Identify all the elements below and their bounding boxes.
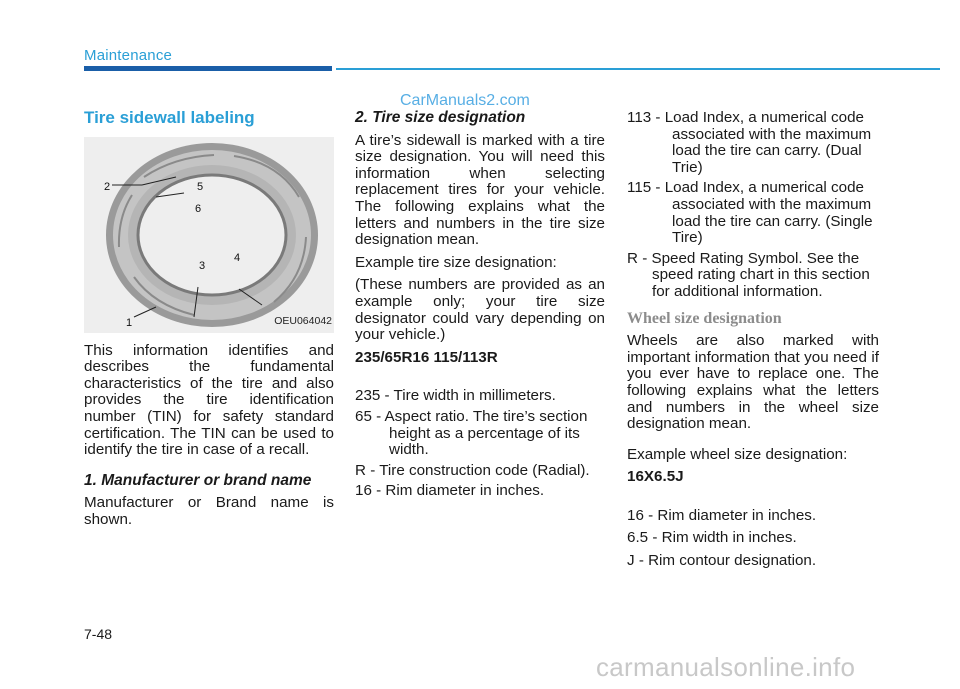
list-item: 6.5 - Rim width in inches. xyxy=(627,529,797,547)
list-item: 65 - Aspect ratio. The tire’s section height as a percentage of its width. xyxy=(355,407,588,459)
list-item: 235 - Tire width in millimeters. xyxy=(355,387,556,405)
figure-label-1: 1 xyxy=(126,316,133,329)
list-item: J - Rim contour designation. xyxy=(627,552,817,570)
tire-size-paragraph: A tire’s sidewall is marked with a tire size designation. You will need this information when selecting replacement tires for your vehicle. The following explains what the letters and numbers in the tire size designation mean. xyxy=(355,131,605,249)
example-label: Example tire size designation: xyxy=(355,253,557,271)
watermark-bottom: carmanualsonline.info xyxy=(596,652,856,682)
figure-label-3: 3 xyxy=(199,259,206,272)
wheel-example-label: Example wheel size designation: xyxy=(627,445,848,463)
tire-size-example: 235/65R16 115/113R xyxy=(355,348,498,366)
figure-code: OEU064042 xyxy=(274,315,332,327)
tire-sidewall-figure xyxy=(84,137,334,333)
wheel-paragraph: Wheels are also marked with important information that you need if you ever have to replace one. The following explains what the letters and numbers in the wheel size designation mean. xyxy=(627,332,879,433)
header-rule-light xyxy=(336,68,940,70)
figure-label-5: 5 xyxy=(197,180,204,193)
figure-label-4: 4 xyxy=(234,251,241,264)
section-title-maintenance: Maintenance xyxy=(84,47,173,64)
heading-tire-sidewall-labeling: Tire sidewall labeling xyxy=(84,108,255,127)
list-item: 115 - Load Index, a numerical code associated with the maximum load the tire can carry. (Single Tire) xyxy=(627,179,873,247)
list-item: R - Speed Rating Symbol. See the speed rating chart in this section for additional information. xyxy=(627,249,870,300)
figure-label-2: 2 xyxy=(104,180,111,193)
header-rule-dark xyxy=(84,66,332,71)
watermark-top: CarManuals2.com xyxy=(400,92,530,109)
example-note: (These numbers are provided as an example only; your tire size designator could vary depending on your vehicle.) xyxy=(355,276,605,344)
subheading-tire-size: 2. Tire size designation xyxy=(355,109,526,126)
wheel-size-example: 16X6.5J xyxy=(627,468,684,486)
list-item: 113 - Load Index, a numerical code associated with the maximum load the tire can carry. (Dual Trie) xyxy=(627,109,872,176)
tire-illustration xyxy=(84,137,334,333)
column-1 xyxy=(84,110,334,535)
intro-paragraph: This information identifies and describes the fundamental characteristics of the tire and also provides the tire identification number (TIN) for safety standard certification. The TIN can be used to identify the tire in case of a recall. xyxy=(84,341,334,459)
figure-label-6: 6 xyxy=(195,202,202,215)
list-item: 16 - Rim diameter in inches. xyxy=(627,506,817,524)
manufacturer-text: Manufacturer or Brand name is shown. xyxy=(84,494,334,528)
page-number: 7-48 xyxy=(84,626,113,642)
column-2 xyxy=(355,110,605,504)
heading-wheel-size: Wheel size designation xyxy=(627,309,782,327)
column-3 xyxy=(627,110,879,576)
list-item: R - Tire construction code (Radial). xyxy=(355,461,590,479)
subheading-manufacturer: 1. Manufacturer or brand name xyxy=(84,471,312,489)
list-item: 16 - Rim diameter in inches. xyxy=(355,482,545,500)
